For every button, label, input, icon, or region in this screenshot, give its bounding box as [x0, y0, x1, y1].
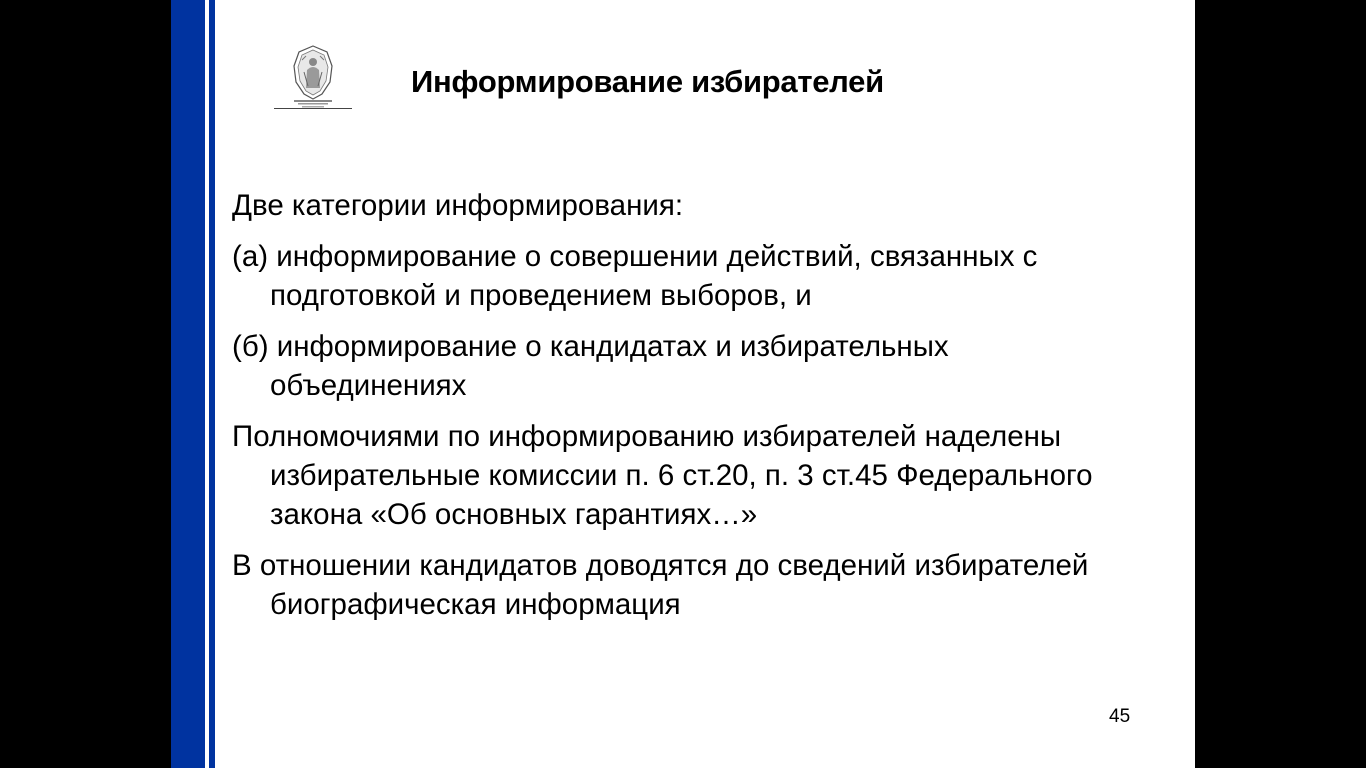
slide-body: [232, 186, 1132, 636]
body-paragraph: (а) информирование о совершении действий, связанных с подготовкой и проведением выборов, и: [232, 240, 1038, 312]
body-paragraph: Полномочиями по информированию избирателей наделены избирательные комиссии п. 6 ст.20, п. 3 ст.45 Федерального закона «Об основных гарантиях…»: [232, 420, 1093, 531]
body-paragraph: Две категории информирования:: [232, 189, 684, 222]
body-paragraph: (б) информирование о кандидатах и избирательных объединениях: [232, 330, 949, 402]
left-accent-bar: [171, 0, 205, 768]
slide: [171, 0, 1195, 768]
slide-title: Информирование избирателей: [411, 64, 884, 99]
university-seal-icon: [272, 42, 354, 110]
page-number: 45: [1109, 706, 1131, 727]
left-accent-bar-thin: [209, 0, 215, 768]
body-paragraph: В отношении кандидатов доводятся до сведений избирателей биографическая информация: [232, 549, 1089, 621]
